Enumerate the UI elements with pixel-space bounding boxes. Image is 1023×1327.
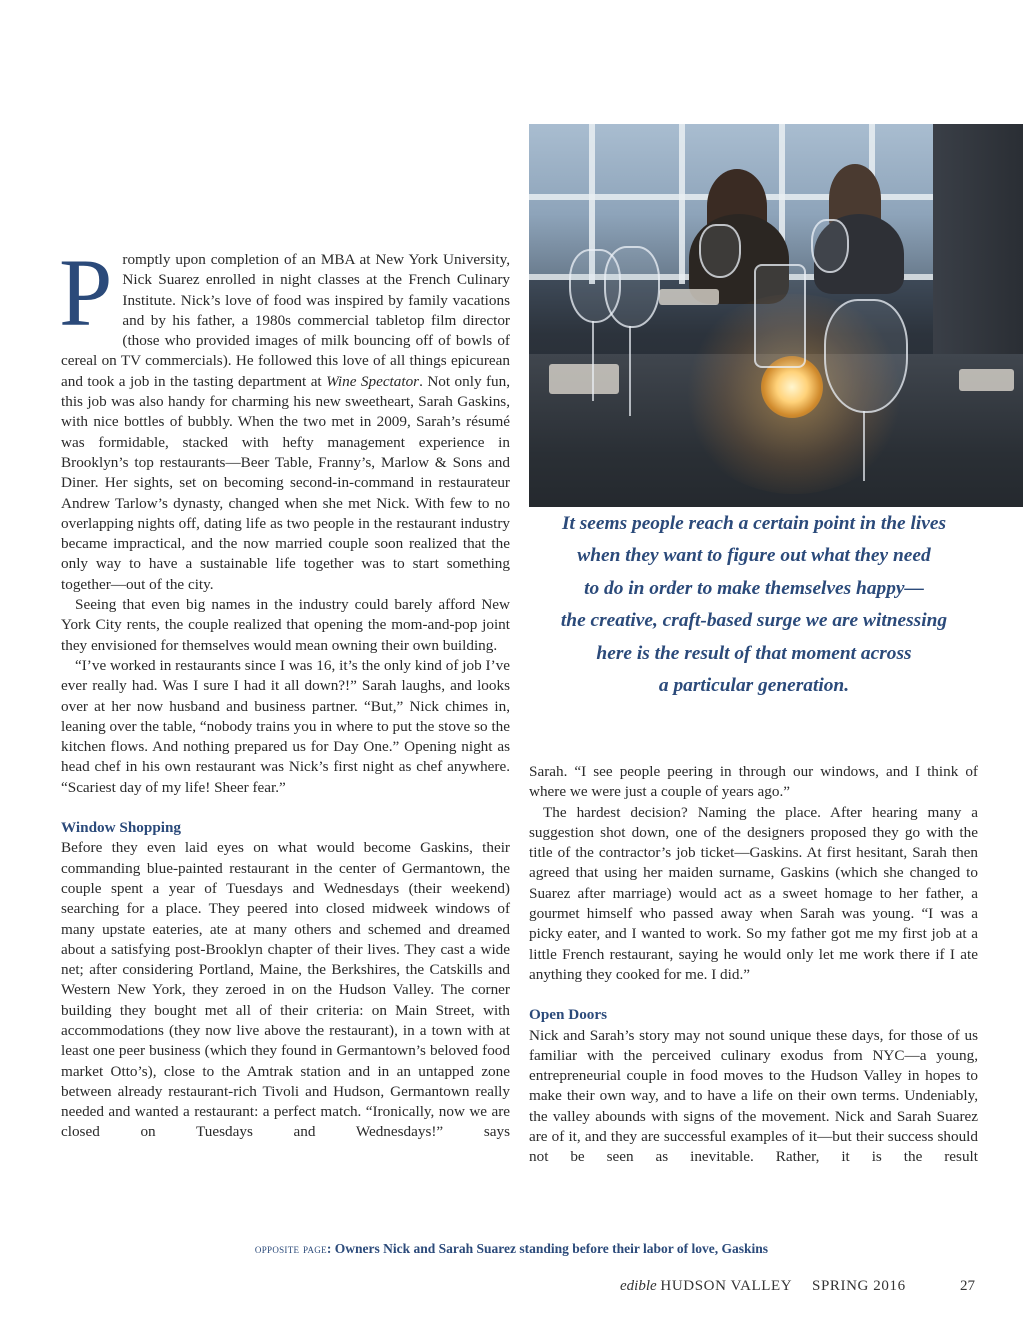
issue-label: SPRING 2016	[812, 1278, 906, 1294]
pull-quote-line: a particular generation.	[658, 675, 850, 697]
publication-edible: edible	[620, 1278, 657, 1294]
paragraph-5: Sarah. “I see people peering in through our windows, and I think of where we were just a couple of years ago.”	[529, 763, 978, 801]
paragraph-6: The hardest decision? Naming the place. After hearing many a suggestion shot down, one of the designers proposed they go with the title of the contractor’s job ticket—Gaskins. At first hesitant, Sarah then agreed that using her maiden surname, Gaskins (which she changed to Suarez after marriage) would act as a sweet homage to her father, a gourmet himself who passed away when Sarah was young. “I was a picky eater, and I wanted to work. So my father got me my first job at a little French restaurant, saying he would only let me work there if I ate anything they cooked for me. I did.”	[529, 803, 978, 983]
pull-quote-line: when they want to figure out what they need	[577, 545, 931, 567]
paragraph-2: Seeing that even big names in the industry could barely afford New York City rents, the couple realized that opening the mom-and-pop joint they envisioned for themselves would mean owning their own building.	[61, 596, 510, 654]
drop-cap: P	[59, 239, 113, 346]
page-number: 27	[960, 1278, 975, 1294]
wine-glass	[824, 299, 908, 413]
subhead-window-shopping: Window Shopping	[61, 819, 182, 837]
caption-lead: opposite page	[254, 1241, 327, 1256]
photo-caption	[0, 1241, 1023, 1257]
left-column	[59, 239, 511, 1143]
water-glass	[754, 264, 806, 368]
paragraph-1-end: . Not only fun, this job was also handy for charming his new sweetheart, Sarah Gaskins, with nice bottles of bubbly. When the two met in 2009, Sarah’s résumé was formidable, stacked with hefty management experience in Brooklyn’s top restaurants—Beer Table, Franny’s, Marlow & Sons and Diner. Her sights, set on becoming second-in-command in restaurateur Andrew Tarlow’s dynasty, changed when she met Nick. With few to no overlapping nights off, dating life as two people in the restaurant industry became impractical, and the now married couple soon realized that the only way to have a sustainable life together was to start something together—out of the city.	[61, 372, 511, 593]
glass-stem	[629, 326, 631, 416]
publication-name	[620, 1278, 792, 1295]
publication-italic: Wine Spectator	[326, 372, 420, 390]
right-column	[529, 762, 978, 1168]
page-footer	[0, 1278, 1023, 1298]
pull-quote	[529, 508, 979, 702]
paragraph-7: Nick and Sarah’s story may not sound unique these days, for those of us familiar with the perceived culinary exodus from NYC—a young, entrepreneurial couple in food moves to the Hudson Valley in hopes to make their own way, and to have a life on their own terms. Undeniably, the valley abounds with signs of the movement. Nick and Sarah Suarez are of it, and they are successful examples of it—but their success should not be seen as inevitable. Rather, it is the result	[529, 1026, 978, 1166]
restaurant-table-photo	[529, 124, 1023, 507]
napkin	[959, 369, 1014, 391]
wine-glass	[811, 219, 849, 273]
napkin	[549, 364, 619, 394]
pull-quote-line: the creative, craft-based surge we are witnessing	[560, 610, 948, 632]
caption-text: : Owners Nick and Sarah Suarez standing before their labor of love, Gaskins	[326, 1241, 769, 1256]
pull-quote-line: to do in order to make themselves happy—	[584, 577, 924, 599]
pull-quote-line: here is the result of that moment across	[596, 642, 912, 664]
glass-stem	[592, 321, 594, 401]
paragraph-1: romptly upon completion of an MBA at New York University, Nick Suarez enrolled in night classes at the French Culinary Institute. Nick’s love of food was inspired by family vacations and by his father, a 1980s commercial tabletop film director (those who provided images of milk bouncing off of bowls of cereal on TV commercials). He followed this love of all things epicurean and took a job in the tasting department at	[61, 251, 510, 390]
napkin	[659, 289, 719, 305]
window-mullion	[679, 124, 685, 284]
publication-region: HUDSON VALLEY	[660, 1278, 793, 1294]
paragraph-4: Before they even laid eyes on what would become Gaskins, their commanding blue-painted restaurant in the center of Germantown, the couple spent a year of Tuesdays and Wednesdays (their weekend) searching for a place. They peered into closed midweek windows of many upstate eateries, ate at many others and schemed and dreamed about a satisfying post-Brooklyn chapter of their lives. They cast a wide net; after considering Portland, Maine, the Berkshires, the Catskills and Western New York, they zeroed in on the Hudson Valley. The corner building they bought met all of their criteria: on Main Street, with accommodations (they now live above the restaurant), in a town with at least one peer business (which they found in Germantown’s beloved food market Otto’s), close to the Amtrak station and in an untapped zone between already restaurant-rich Tivoli and Hudson, Germantown really needed and wanted a restaurant: a perfect match. “Ironically, now we are closed on Tuesdays and Wednesdays!” says	[61, 839, 510, 1141]
glass-stem	[863, 411, 865, 481]
wine-glass	[699, 224, 741, 278]
paragraph-3: “I’ve worked in restaurants since I was 16, it’s the only kind of job I’ve ever really had. Was I sure I had it all down?!” Sarah laughs, and looks over at her now husband and business partner. “But,” Nick chimes in, leaning over the table, “nobody trains you in where to put the stove so the kitchen flows. And nothing prepared us for Day One.” Opening night as head chef in his own restaurant was Nick’s first night as chef anywhere. “Scariest day of my life! Sheer fear.”	[61, 656, 510, 796]
pull-quote-line: It seems people reach a certain point in the lives	[561, 513, 947, 534]
subhead-open-doors: Open Doors	[529, 1006, 608, 1024]
wine-glass	[604, 246, 660, 328]
